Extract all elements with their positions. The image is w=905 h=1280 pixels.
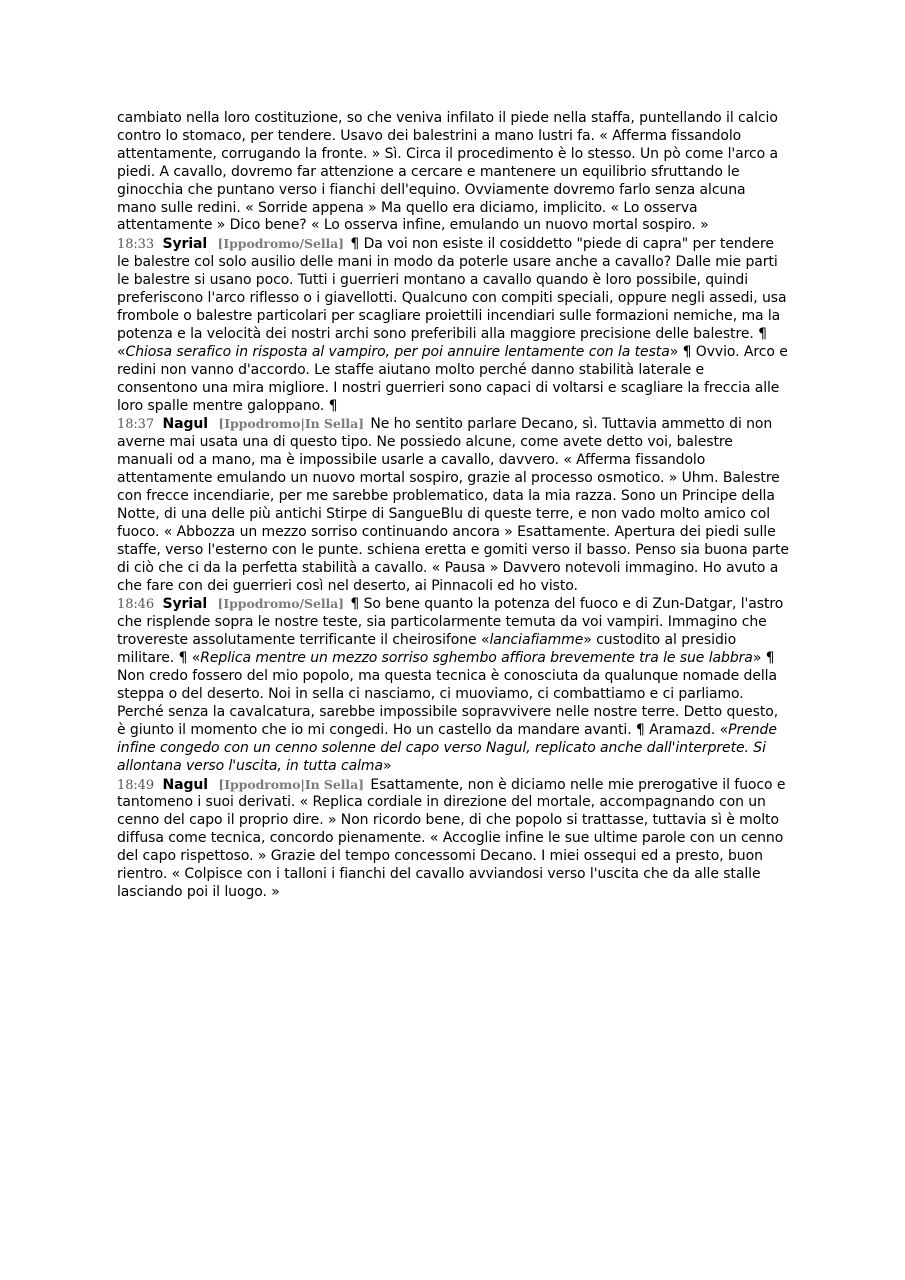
message-location: [Ippodromo/Sella] [217,236,345,252]
message-time: 18:46 [117,597,155,613]
message-text: » ¶ Ovvio. Arco e redini non vanno d'accordo. Le staffe aiutano molto perché danno stabilità laterale e consentono una mira migliore. I nostri guerrieri sono capaci di voltarsi e scagliare la freccia alle loro spalle mentre galoppano. ¶ [117,343,788,414]
message-text: » [382,757,392,774]
message-author: Syrial [162,596,208,613]
message-author: Syrial [162,236,208,253]
message-4 [117,776,789,902]
message-time: 18:33 [117,237,155,253]
message-text: Esattamente, non è diciamo nelle mie prerogative il fuoco e tantomeno i suoi derivati. « Replica cordiale in direzione del mortale, accompagnando con un cenno del capo il proprio dire. » Non ricordo bene, di che popolo si trattasse, tuttavia sì è molto diffusa come tecnica, concordo pienamente. « Accoglie infine le sue ultime parole con un cenno del capo rispettoso. » Grazie del tempo concessomi Decano. I miei ossequi ed a presto, buon rientro. « Colpisce con i talloni i fianchi del cavallo avviandosi verso l'uscita che da alle stalle lasciando poi il luogo. » [117,776,786,900]
message-time: 18:37 [117,417,155,433]
message-action-text: Chiosa serafico in risposta al vampiro, per poi annuire lentamente con la testa [125,343,670,360]
message-1 [117,235,789,415]
message-author: Nagul [162,416,209,433]
chat-log-page [117,110,789,902]
message-text: » ¶ Non credo fossero del mio popolo, ma questa tecnica è conosciuta da qualunque nomade della steppa o del deserto. Noi in sella ci nasciamo, ci muoviamo, ci combattiamo e ci parliamo. Perché senza la cavalcatura, sarebbe impossibile sopravvivere nelle nostre terre. Detto questo, è giunto il momento che io mi congedi. Ho un castello da mandare avanti. ¶ Aramazd. « [117,650,779,738]
intro-paragraph [117,110,789,235]
message-time: 18:49 [117,777,155,793]
message-text: ¶ Da voi non esiste il cosiddetto "piede di capra" per tendere le balestre col solo ausilio delle mani in modo da poterle usare anche a cavallo? Dalle mie parti le balestre si usano poco. Tutti i guerrieri montano a cavallo quando è loro possibile, quindi preferiscono l'arco riflesso o i giavellotti. Qualcuno con compiti speciali, oppure negli assedi, usa frombole o balestre particolari per scagliare proiettili incendiari sulle formazioni nemiche, ma la potenza e la velocità dei nostri archi sono preferibili alla maggiore precisione delle balestre. ¶ « [117,236,787,360]
message-location: [Ippodromo|In Sella] [218,776,364,792]
message-action-text: lanciafiamme [489,632,584,649]
message-text: Ne ho sentito parlare Decano, sì. Tuttavia ammetto di non averne mai usata una di questo tipo. Ne possiedo alcune, come avete detto voi, balestre manuali od a mano, ma è impossibile usarle a cavallo, davvero. « Afferma fissandolo attentamente emulando un nuovo mortal sospiro, grazie al processo osmotico. » Uhm. Balestre con frecce incendiarie, per me sarebbe problematico, data la mia razza. Sono un Principe della Notte, di una delle più antichi Stirpe di SangueBlu di queste terre, e non vado molto amico col fuoco. « Abbozza un mezzo sorriso continuando ancora » Esattamente. Apertura dei piedi sulle staffe, verso l'esterno con le punte. schiena eretta e gomiti verso il basso. Penso sia buona parte di ciò che ci da la perfetta stabilità a cavallo. « Pausa » Davvero notevoli immagino. Ho avuto a che fare con dei guerrieri così nel deserto, ai Pinnacoli ed ho visto. [117,416,789,594]
message-text: ¶ So bene quanto la potenza del fuoco e di Zun-Datgar, l'astro che risplende sopra le nostre teste, sia particolarmente temuta da voi vampiri. Immagino che trovereste assolutamente terrificante il cheirosifone « [117,596,784,649]
message-3 [117,595,789,775]
intro-text: cambiato nella loro costituzione, so che veniva infilato il piede nella staffa, puntellando il calcio contro lo stomaco, per tendere. Usavo dei balestrini a mano lustri fa. « Afferma fissandolo attentamente, corrugando la fronte. » Sì. Circa il procedimento è lo stesso. Un pò come l'arco a piedi. A cavallo, dovremo far attenzione a cercare e mantenere un equilibrio sfruttando le ginocchia che puntano verso i fianchi dell'equino. Ovviamente dovremo farlo senza alcuna mano sulle redini. « Sorride appena » Ma quello era diciamo, implicito. « Lo osserva attentamente » Dico bene? « Lo osserva infine, emulando un nuovo mortal sospiro. » [117,110,778,234]
message-location: [Ippodromo|In Sella] [218,416,364,432]
message-location: [Ippodromo/Sella] [217,596,345,612]
message-action-text: Replica mentre un mezzo sorriso sghembo affiora brevemente tra le sue labbra [200,650,753,667]
message-text: » custodito al presidio militare. ¶ « [117,632,737,667]
message-action-text: Prende infine congedo con un cenno solenne del capo verso Nagul, replicato anche dall'interprete. Si allontana verso l'uscita, in tutta calma [117,721,777,774]
message-2 [117,415,789,595]
message-author: Nagul [162,776,209,793]
